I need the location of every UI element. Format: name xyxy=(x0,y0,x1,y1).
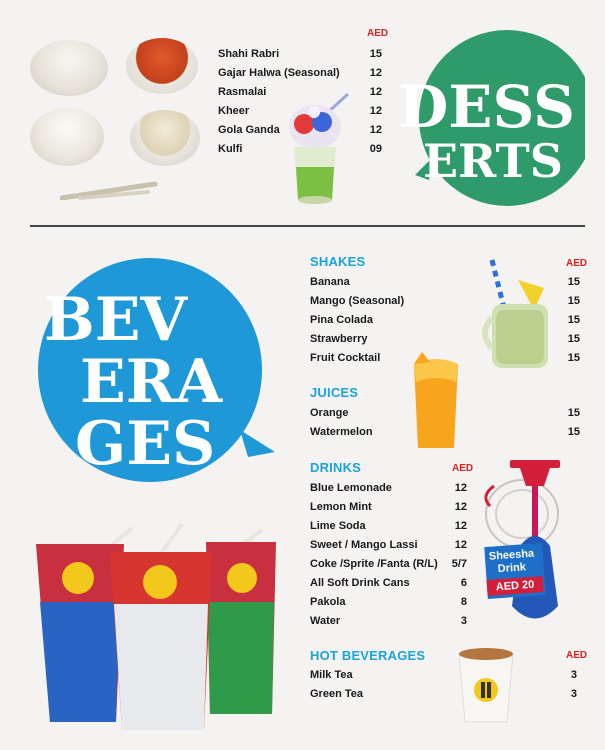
item-price: 12 xyxy=(369,105,382,117)
drinks-heading: DRINKS xyxy=(310,460,362,475)
item-name: Fruit Cocktail xyxy=(310,352,381,364)
orange-juice-illustration xyxy=(408,352,463,452)
hot-beverages-heading: HOT BEVERAGES xyxy=(310,648,426,663)
beverages-badge xyxy=(30,252,280,492)
item-name: Coke /Sprite /Fanta (R/L) xyxy=(310,558,438,570)
item-price: 12 xyxy=(454,482,467,494)
item-name: Orange xyxy=(310,407,349,419)
shakes-currency: AED xyxy=(566,258,588,269)
item-name: Pakola xyxy=(310,596,346,608)
item-price: 3 xyxy=(570,669,577,681)
item-name: Green Tea xyxy=(310,688,363,700)
sheesha-line2: Drink xyxy=(497,561,527,576)
bowl-rabri xyxy=(30,40,108,96)
item-price: 8 xyxy=(460,596,467,608)
gola-ganda-glass-illustration xyxy=(282,92,352,207)
hot-beverages-currency: AED xyxy=(566,650,588,661)
shake-jar-illustration xyxy=(478,258,558,373)
item-price: 15 xyxy=(567,295,580,307)
item-price: 12 xyxy=(369,67,382,79)
item-price: 5/7 xyxy=(451,558,467,570)
item-name: Lemon Mint xyxy=(310,501,372,513)
desserts-title-line2: ERTS xyxy=(423,134,563,188)
item-name: Kheer xyxy=(218,105,250,117)
bowl-gajar-halwa xyxy=(126,38,198,94)
item-price: 09 xyxy=(369,143,382,155)
item-price: 12 xyxy=(369,124,382,136)
beverages-title-line2: ERA xyxy=(80,347,223,417)
item-name: Gola Ganda xyxy=(218,124,280,136)
sheesha-drink-badge xyxy=(484,543,545,599)
item-price: 15 xyxy=(369,48,382,60)
sheesha-price: AED 20 xyxy=(487,576,544,596)
beverages-title-line3: GES xyxy=(75,409,216,479)
item-name: Pina Colada xyxy=(310,314,373,326)
item-name: Mango (Seasonal) xyxy=(310,295,405,307)
item-price: 15 xyxy=(567,333,580,345)
item-price: 12 xyxy=(454,501,467,513)
item-price: 12 xyxy=(454,520,467,532)
item-name: Blue Lemonade xyxy=(310,482,392,494)
drink-pouches-illustration xyxy=(32,522,277,732)
item-name: All Soft Drink Cans xyxy=(310,577,410,589)
item-price: 6 xyxy=(460,577,467,589)
item-price: 15 xyxy=(567,407,580,419)
desserts-badge xyxy=(395,25,585,210)
item-price: 15 xyxy=(567,276,580,288)
item-name: Milk Tea xyxy=(310,669,353,681)
item-name: Sweet / Mango Lassi xyxy=(310,539,418,551)
bowl-rasmalai xyxy=(30,108,104,166)
item-price: 15 xyxy=(567,426,580,438)
item-name: Watermelon xyxy=(310,426,373,438)
beverages-title-line1: BEV xyxy=(44,285,187,355)
item-price: 15 xyxy=(567,352,580,364)
item-name: Lime Soda xyxy=(310,520,366,532)
item-name: Strawberry xyxy=(310,333,368,345)
item-name: Kulfi xyxy=(218,143,243,155)
item-price: 3 xyxy=(570,688,577,700)
item-name: Gajar Halwa (Seasonal) xyxy=(218,67,340,79)
item-name: Rasmalai xyxy=(218,86,267,98)
item-price: 3 xyxy=(460,615,467,627)
juices-heading: JUICES xyxy=(310,385,359,400)
desserts-currency: AED xyxy=(367,28,389,39)
shakes-heading: SHAKES xyxy=(310,254,366,269)
drinks-currency: AED xyxy=(452,463,474,474)
item-price: 15 xyxy=(567,314,580,326)
desserts-title-line1: DESS xyxy=(398,73,576,141)
item-name: Shahi Rabri xyxy=(218,48,280,60)
tea-cup-illustration xyxy=(455,646,517,724)
sheesha-line1: Sheesha xyxy=(488,547,535,563)
kulfi-sticks xyxy=(60,180,160,200)
section-divider xyxy=(30,225,585,227)
item-name: Banana xyxy=(310,276,350,288)
item-price: 12 xyxy=(369,86,382,98)
bowl-kheer xyxy=(130,110,200,166)
item-price: 12 xyxy=(454,539,467,551)
item-name: Water xyxy=(310,615,341,627)
